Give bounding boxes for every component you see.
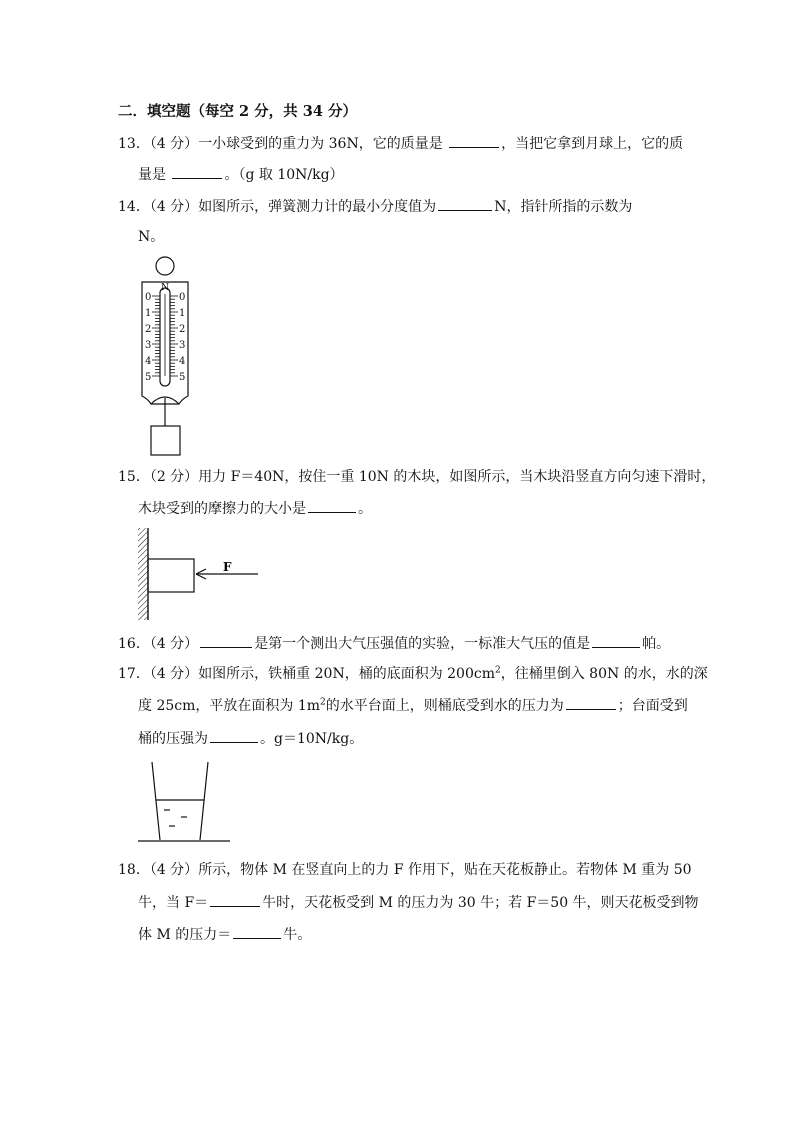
- question-text: 如图所示，弹簧测力计的最小分度值为: [198, 199, 437, 215]
- question-text: 一小球受到的重力为 36N，它的质量是: [198, 136, 443, 152]
- answer-blank[interactable]: [210, 728, 258, 743]
- scale-label-left: 0: [145, 292, 152, 303]
- question-number: 13．: [118, 136, 150, 152]
- question-14-line-2: N。: [138, 229, 165, 245]
- question-18-line-1: [118, 860, 692, 880]
- question-text: ；台面受到: [617, 698, 688, 714]
- question-text: 量是: [138, 167, 166, 183]
- question-score: （4 分）: [149, 666, 199, 682]
- question-text: ，当把它拿到月球上，它的质: [501, 136, 684, 152]
- question-number: 16．: [118, 636, 150, 652]
- question-text: N，指针所指的示数为: [494, 199, 633, 215]
- spring-scale-ring: [156, 257, 174, 275]
- question-number: 15．: [118, 469, 150, 485]
- question-text: 体 M 的压力＝: [138, 927, 232, 943]
- question-number: 18．: [118, 862, 150, 878]
- wooden-block: [148, 559, 194, 592]
- question-score: （4 分）: [149, 136, 199, 152]
- question-text: 牛。: [283, 927, 312, 943]
- bucket-left-wall: [152, 762, 160, 840]
- weight-block: [151, 426, 180, 455]
- scale-label-left: 4: [145, 356, 152, 367]
- question-13-line-2: [138, 164, 344, 185]
- wall-block-figure: [136, 526, 266, 624]
- question-text: 所示，物体 M 在竖直向上的力 F 作用下，贴在天花板静止。若物体 M 重为 50: [198, 862, 692, 878]
- question-number: 17．: [118, 666, 150, 682]
- question-text: 是第一个测出大气压强值的实验，一标准大气压的值是: [254, 636, 591, 652]
- bucket-right-wall: [200, 762, 208, 840]
- question-text: 用力 F＝40N，按住一重 10N 的木块，如图所示，当木块沿竖直方向匀速下滑时，: [198, 469, 716, 485]
- question-13-line-1: [118, 133, 683, 154]
- question-score: （4 分）: [149, 862, 199, 878]
- question-text: 牛时，天花板受到 M 的压力为 30 牛；若 F＝50 牛，则天花板受到物: [262, 895, 699, 911]
- scale-label-right: 2: [179, 324, 186, 335]
- wall-hatching: [138, 528, 148, 620]
- scale-label-right: 0: [179, 292, 186, 303]
- question-17-line-1: [118, 664, 708, 684]
- bucket-figure: [136, 760, 236, 846]
- answer-blank[interactable]: [592, 633, 640, 648]
- answer-blank[interactable]: [200, 633, 252, 648]
- question-18-line-2: [138, 892, 699, 913]
- scale-label-left: 5: [145, 372, 152, 383]
- superscript: 2: [320, 697, 326, 708]
- hook-label: N: [161, 283, 169, 293]
- scale-label-right: 1: [179, 308, 186, 319]
- answer-blank[interactable]: [438, 196, 492, 211]
- scale-label-right: 4: [179, 356, 186, 367]
- spring-scale-figure: [130, 254, 210, 459]
- scale-label-left: 1: [145, 308, 152, 319]
- question-text: 的水平台面上，则桶底受到水的压力为: [325, 698, 564, 714]
- question-17-line-2: [138, 695, 688, 716]
- question-text: 桶的压强为: [138, 731, 208, 747]
- answer-blank[interactable]: [449, 133, 499, 148]
- question-16-line-1: [118, 633, 670, 654]
- question-14-line-1: [118, 196, 632, 217]
- question-text: 如图所示，铁桶重 20N，桶的底面积为 200cm: [198, 666, 495, 682]
- question-text: 。g＝10N/kg。: [260, 731, 364, 747]
- scale-label-left: 3: [145, 340, 152, 351]
- answer-blank[interactable]: [566, 695, 616, 710]
- answer-blank[interactable]: [233, 924, 281, 939]
- water-marks: [164, 810, 187, 826]
- force-label: F: [223, 560, 232, 574]
- scale-label-right: 5: [179, 372, 186, 383]
- question-text: 。（g 取 10N/kg）: [224, 167, 344, 183]
- question-15-line-1: [118, 467, 715, 487]
- scale-label-right: 3: [179, 340, 186, 351]
- question-text: ，往桶里倒入 80N 的水，水的深: [500, 666, 708, 682]
- question-score: （4 分）: [149, 636, 199, 652]
- answer-blank[interactable]: [172, 164, 222, 179]
- section-title: 二．填空题（每空 2 分，共 34 分）: [118, 103, 357, 120]
- question-score: （4 分）: [149, 199, 199, 215]
- question-text: 度 25cm，平放在面积为 1m: [138, 698, 321, 714]
- answer-blank[interactable]: [308, 498, 356, 513]
- scale-label-left: 2: [145, 324, 152, 335]
- question-15-line-2: [138, 498, 372, 519]
- question-text: 帕。: [642, 636, 671, 652]
- question-score: （2 分）: [149, 469, 199, 485]
- question-number: 14．: [118, 199, 150, 215]
- answer-blank[interactable]: [210, 892, 260, 907]
- superscript: 2: [495, 665, 501, 676]
- question-text: 牛，当 F＝: [138, 895, 209, 911]
- question-text: 木块受到的摩擦力的大小是: [138, 501, 306, 517]
- question-text: 。: [358, 501, 372, 517]
- question-17-line-3: [138, 728, 363, 749]
- question-18-line-3: [138, 924, 311, 945]
